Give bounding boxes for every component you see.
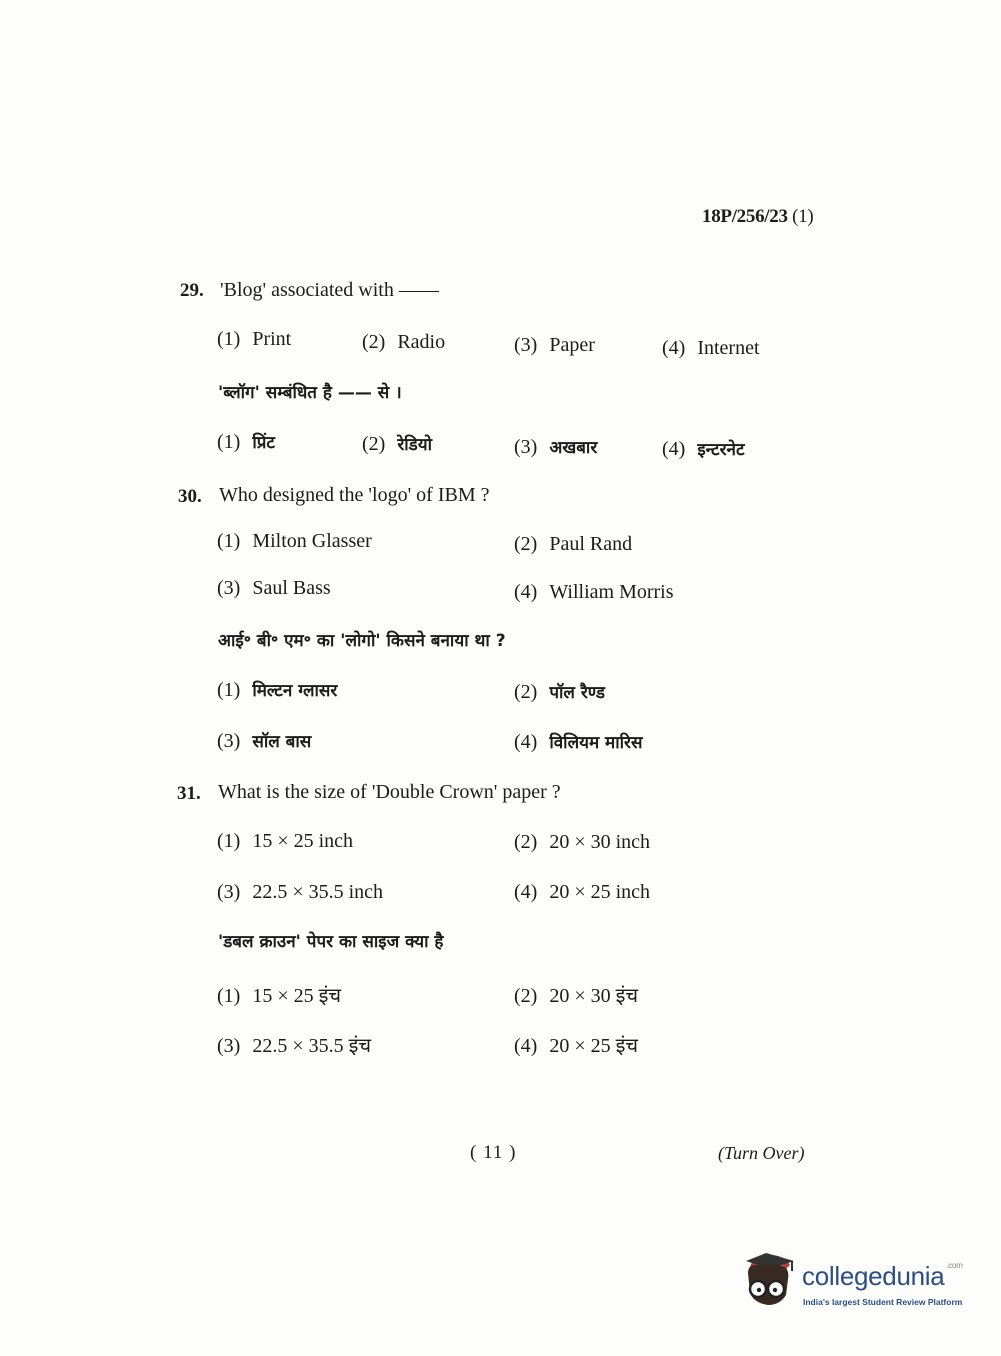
q30-option-1-hi: (1) मिल्टन ग्लासर — [217, 679, 338, 701]
question-30-text-en: Who designed the 'logo' of IBM ? — [219, 484, 490, 506]
mascot-icon — [740, 1247, 800, 1313]
q31-option-4-hi: (4) 20 × 25 इंच — [514, 1035, 639, 1057]
question-30-number: 30. — [178, 486, 202, 507]
q30-option-4-hi: (4) विलियम मारिस — [514, 731, 643, 753]
q30-option-2-en: (2) Paul Rand — [514, 533, 633, 555]
q31-option-4-en: (4) 20 × 25 inch — [514, 881, 651, 903]
question-31-number: 31. — [177, 783, 201, 804]
q31-option-2-en: (2) 20 × 30 inch — [514, 831, 651, 853]
turn-over-note: (Turn Over) — [718, 1143, 805, 1163]
q29-option-2-en: (2) Radio — [362, 331, 446, 353]
q29-option-1-en: (1) Print — [217, 328, 292, 350]
collegedunia-watermark — [740, 1247, 970, 1317]
q31-option-3-hi: (3) 22.5 × 35.5 इंच — [217, 1035, 372, 1057]
paper-code: 18P/256/23 (1) — [702, 206, 814, 227]
q30-option-4-en: (4) William Morris — [514, 581, 674, 603]
q29-option-1-hi: (1) प्रिंट — [217, 431, 275, 453]
q31-option-1-en: (1) 15 × 25 inch — [217, 830, 354, 852]
question-29-text-hi: 'ब्लॉग' सम्बंधित है —— से । — [218, 383, 402, 403]
q30-option-3-hi: (3) सॉल बास — [217, 730, 312, 752]
question-30-text-hi: आई॰ बी॰ एम॰ का 'लोगो' किसने बनाया था ? — [218, 631, 506, 651]
question-31-text-hi: 'डबल क्राउन' पेपर का साइज क्या है — [218, 932, 444, 952]
q29-option-2-hi: (2) रेडियो — [362, 433, 433, 455]
question-29-number: 29. — [180, 280, 204, 301]
q29-option-4-hi: (4) इन्टरनेट — [662, 438, 745, 460]
q31-option-3-en: (3) 22.5 × 35.5 inch — [217, 881, 384, 903]
question-31-text-en: What is the size of 'Double Crown' paper ? — [218, 781, 561, 803]
q31-option-2-hi: (2) 20 × 30 इंच — [514, 985, 639, 1007]
q30-option-1-en: (1) Milton Glasser — [217, 530, 372, 552]
q30-option-3-en: (3) Saul Bass — [217, 577, 331, 599]
brand-name: collegedunia $^{.com}$ — [802, 1261, 963, 1291]
brand-tagline: India's largest Student Review Platform — [803, 1297, 963, 1307]
q31-option-1-hi: (1) 15 × 25 इंच — [217, 985, 342, 1007]
q29-option-3-en: (3) Paper — [514, 334, 595, 356]
q29-option-4-en: (4) Internet — [662, 337, 760, 359]
q30-option-2-hi: (2) पॉल रैण्ड — [514, 681, 605, 703]
question-29-text-en: 'Blog' associated with —— — [220, 279, 439, 301]
page-number: ( 11 ) — [470, 1142, 517, 1163]
q29-option-3-hi: (3) अखबार — [514, 436, 598, 458]
